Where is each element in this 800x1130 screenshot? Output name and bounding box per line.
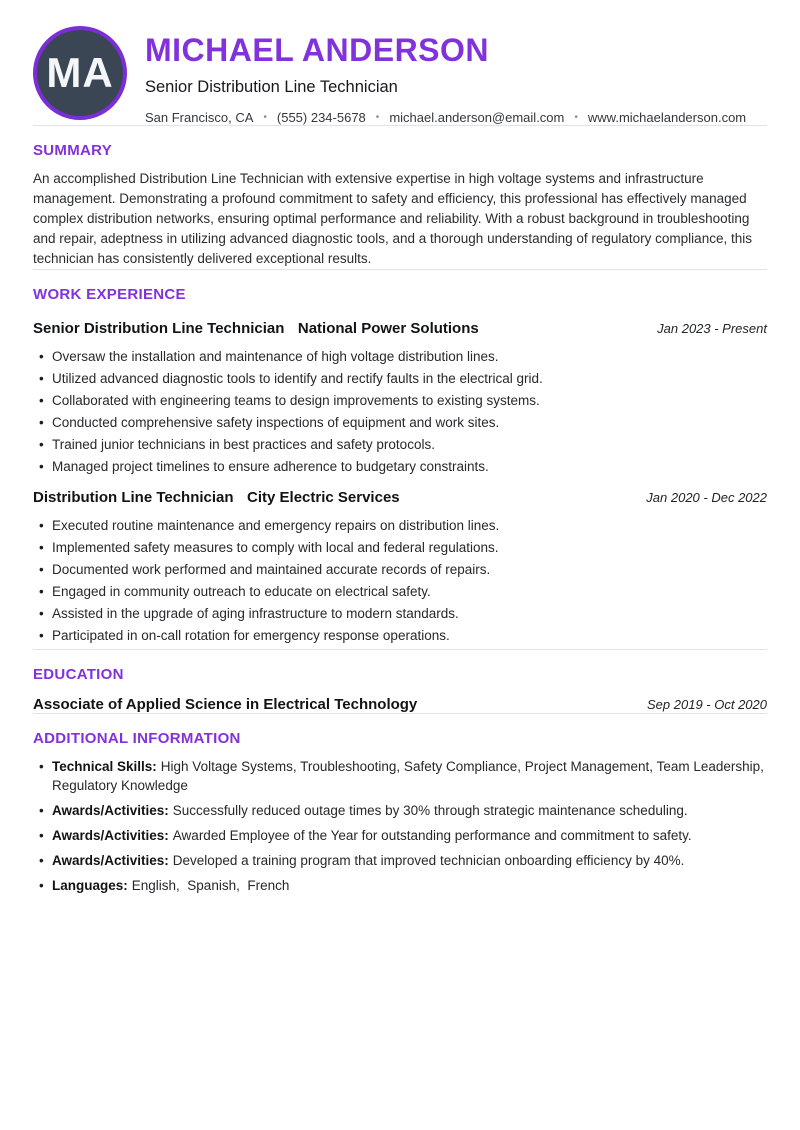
section-summary <box>33 142 767 269</box>
job-title-line <box>33 320 479 338</box>
bullet-item: • Engaged in community outreach to educate on electrical safety. <box>33 583 767 600</box>
degree-title: Associate of Applied Science in Electrical Technology <box>33 696 418 713</box>
info-item <box>33 801 767 820</box>
bullet-item: • Utilized advanced diagnostic tools to identify and rectify faults in the electrical grid. <box>33 370 767 387</box>
divider <box>33 125 767 126</box>
divider <box>33 269 767 270</box>
job-bullet-list <box>33 348 767 475</box>
bullet-item: • Participated in on-call rotation for emergency response operations. <box>33 627 767 644</box>
bullet-item: • Executed routine maintenance and emergency repairs on distribution lines. <box>33 517 767 534</box>
info-label: Awards/Activities: <box>52 803 169 818</box>
header-text-block <box>145 26 746 125</box>
info-item <box>33 851 767 870</box>
contact-website: www.michaelanderson.com <box>587 110 747 125</box>
bullet-item: • Trained junior technicians in best practices and safety protocols. <box>33 436 767 453</box>
bullet-item: • Assisted in the upgrade of aging infrastructure to modern standards. <box>33 605 767 622</box>
job-title-line <box>33 489 400 507</box>
info-value: Awarded Employee of the Year for outstanding performance and commitment to safety. <box>172 828 692 843</box>
job-role: Distribution Line Technician <box>33 489 234 506</box>
info-value: High Voltage Systems, Troubleshooting, Safety Compliance, Project Management, Team Leadership, Regulatory Knowledge <box>52 759 768 793</box>
info-value: English, Spanish, French <box>131 878 290 893</box>
info-value: Developed a training program that improved technician onboarding efficiency by 40%. <box>172 853 685 868</box>
contact-line <box>145 110 746 125</box>
section-education <box>33 666 767 713</box>
name-heading: MICHAEL ANDERSON <box>145 32 490 68</box>
job-company: City Electric Services <box>247 489 400 506</box>
education-entry <box>33 696 767 713</box>
work-experience-heading: WORK EXPERIENCE <box>33 286 186 303</box>
separator-dot-icon: • <box>375 112 380 123</box>
contact-location: San Francisco, CA <box>145 110 254 125</box>
bullet-item: • Conducted comprehensive safety inspections of equipment and work sites. <box>33 414 767 431</box>
job-entry <box>33 320 767 475</box>
bullet-item: • Oversaw the installation and maintenance of high voltage distribution lines. <box>33 348 767 365</box>
job-header <box>33 489 767 507</box>
avatar <box>33 26 127 120</box>
header-job-title: Senior Distribution Line Technician <box>145 78 398 96</box>
divider <box>33 649 767 650</box>
summary-heading: SUMMARY <box>33 142 113 159</box>
bullet-item: • Documented work performed and maintained accurate records of repairs. <box>33 561 767 578</box>
info-label: Technical Skills: <box>52 759 157 774</box>
job-entry <box>33 489 767 644</box>
separator-dot-icon: • <box>574 112 578 123</box>
education-heading: EDUCATION <box>33 666 124 683</box>
bullet-item: • Managed project timelines to ensure adherence to budgetary constraints. <box>33 458 767 475</box>
separator-dot-icon: • <box>263 112 267 123</box>
education-dates: Sep 2019 - Oct 2020 <box>647 697 767 712</box>
contact-email: michael.anderson@email.com <box>389 110 565 125</box>
job-header <box>33 320 767 338</box>
job-dates: Jan 2023 - Present <box>657 321 767 336</box>
info-label: Languages: <box>52 878 128 893</box>
summary-text: An accomplished Distribution Line Technician with extensive expertise in high voltage systems and infrastructure management. Demonstrating a profound commitment to safety and efficiency, this professional has effectively managed complex distribution networks, ensuring optimal performance and reliability. With a robust background in troubleshooting and repair, adeptness in utilizing advanced diagnostic tools, and a thorough understanding of regulatory compliance, this technician has consistently delivered exceptional results. <box>33 171 752 266</box>
job-company: National Power Solutions <box>297 320 479 337</box>
additional-information-heading: ADDITIONAL INFORMATION <box>33 730 241 747</box>
info-item <box>33 826 767 845</box>
info-item <box>33 757 767 795</box>
additional-info-list <box>33 757 767 895</box>
job-dates: Jan 2020 - Dec 2022 <box>646 490 767 505</box>
section-work-experience <box>33 286 767 644</box>
info-label: Awards/Activities: <box>52 828 169 843</box>
info-value: Successfully reduced outage times by 30% through strategic maintenance scheduling. <box>172 803 688 818</box>
resume-header <box>33 0 767 125</box>
job-role: Senior Distribution Line Technician <box>33 320 285 337</box>
contact-phone: (555) 234-5678 <box>276 110 366 125</box>
bullet-item: • Collaborated with engineering teams to design improvements to existing systems. <box>33 392 767 409</box>
avatar-initials: MA <box>46 49 114 96</box>
info-item <box>33 876 767 895</box>
divider <box>33 713 767 714</box>
info-label: Awards/Activities: <box>52 853 169 868</box>
job-bullet-list <box>33 517 767 644</box>
bullet-item: • Implemented safety measures to comply with local and federal regulations. <box>33 539 767 556</box>
section-additional-information <box>33 730 767 895</box>
